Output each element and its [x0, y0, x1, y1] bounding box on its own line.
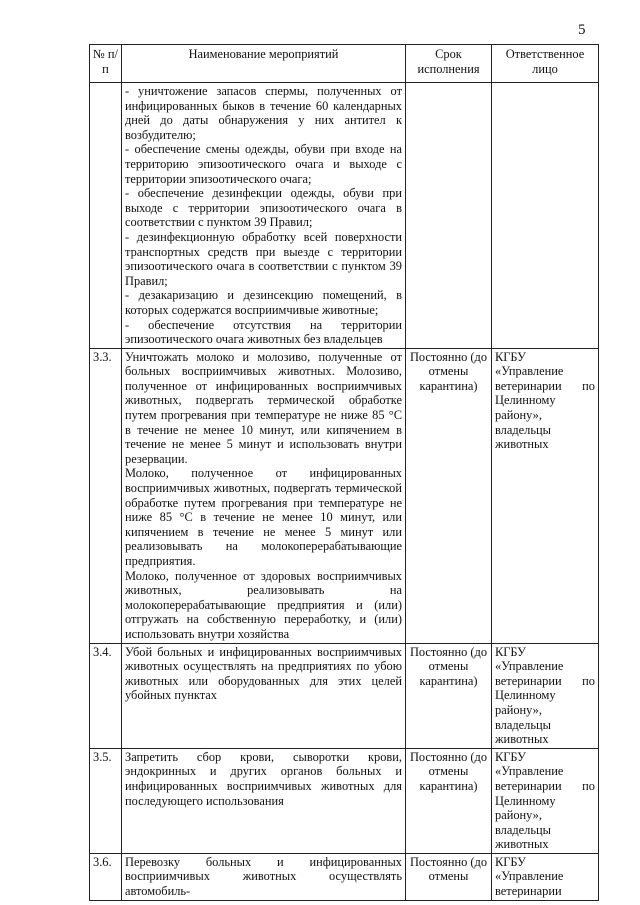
row-responsible: КГБУ «Управление ветеринарии по Целинному району», владельцы животных	[492, 643, 599, 748]
header-name: Наименование мероприятий	[122, 45, 406, 83]
row-measures	[122, 83, 406, 349]
header-num: № п/п	[90, 45, 122, 83]
row-term: Постоянно (до отмены карантина)	[406, 748, 492, 853]
measure-paragraph: Молоко, полученное от инфицированных восприимчивых животных, подвергать термической обработке путем прогревания при температуре не ниже 85 °С в течение не менее 10 минут, или кипячением в течение не менее 5 минут или реализовывать на молокоперерабатывающие предприятия.	[125, 466, 402, 568]
row-num	[90, 83, 122, 349]
measures-table	[89, 44, 599, 901]
measure-paragraph: Убой больных и инфицированных восприимчивых животных осуществлять на предприятиях по убою животных или оборудованных для этих целей убойных пунктах	[125, 644, 402, 703]
measure-paragraph: - обеспечение смены одежды, обуви при входе на территорию эпизоотического очага и выходе с территории эпизоотического очага;	[125, 142, 402, 186]
row-measures	[122, 853, 406, 900]
table-header-row	[90, 45, 599, 83]
table-row	[90, 83, 599, 349]
row-measures	[122, 643, 406, 748]
measure-paragraph: - обеспечение отсутствия на территории эпизоотического очага животных без владельцев	[125, 317, 402, 347]
row-responsible: КГБУ «Управление ветеринарии по Целинному району», владельцы животных	[492, 748, 599, 853]
table-row	[90, 853, 599, 900]
row-num: 3.5.	[90, 748, 122, 853]
header-term: Срок исполнения	[406, 45, 492, 83]
measure-paragraph: - дезинфекционную обработку всей поверхности транспортных средств при выезде с территории эпизоотического очага в соответствии с пунктом 39 Правил;	[125, 229, 402, 288]
row-responsible: КГБУ «Управление ветеринарии	[492, 853, 599, 900]
measure-paragraph: - дезакаризацию и дезинсекцию помещений, в которых содержатся восприимчивые животные;	[125, 288, 402, 317]
row-responsible	[492, 83, 599, 349]
measure-paragraph: Перевозку больных и инфицированных восприимчивых животных осуществлять автомобиль-	[125, 854, 402, 899]
row-num: 3.6.	[90, 853, 122, 900]
row-num: 3.4.	[90, 643, 122, 748]
measure-paragraph: Запретить сбор крови, сыворотки крови, эндокринных и других органов больных и инфицированных восприимчивых животных для последующего использования	[125, 749, 402, 808]
row-term: Постоянно (до отмены карантина)	[406, 643, 492, 748]
measure-paragraph: Молоко, полученное от здоровых восприимчивых животных, реализовывать на молокоперерабатывающие предприятия и (или) отгружать на собственную переработку, и (или) использовать внутри хозяйства	[125, 568, 402, 641]
row-term: Постоянно (до отмены карантина)	[406, 348, 492, 643]
measure-paragraph: Уничтожать молоко и молозиво, полученные от больных восприимчивых животных. Молозиво, полученное от инфицированных восприимчивых животных, подвергать термической обработке путем прогревания при температуре не ниже 85 °С в течение не менее 10 минут, или кипячением в течение не менее 5 минут и использовать внутри резервации.	[125, 349, 402, 466]
measure-paragraph: - обеспечение дезинфекции одежды, обуви при выходе с территории эпизоотического очага в соответствии с пунктом 39 Правил;	[125, 186, 402, 230]
table-row	[90, 748, 599, 853]
table-row	[90, 348, 599, 643]
header-responsible: Ответственное лицо	[492, 45, 599, 83]
row-responsible: КГБУ «Управление ветеринарии по Целинному району», владельцы животных	[492, 348, 599, 643]
table-row	[90, 643, 599, 748]
page-number: 5	[578, 22, 586, 38]
row-term	[406, 83, 492, 349]
measure-paragraph: - уничтожение запасов спермы, полученных от инфицированных быков в течение 60 календарных дней до даты обнаружения у них антител к возбудителю;	[125, 84, 402, 142]
row-measures	[122, 748, 406, 853]
row-term: Постоянно (до отмены	[406, 853, 492, 900]
row-measures	[122, 348, 406, 643]
row-num: 3.3.	[90, 348, 122, 643]
